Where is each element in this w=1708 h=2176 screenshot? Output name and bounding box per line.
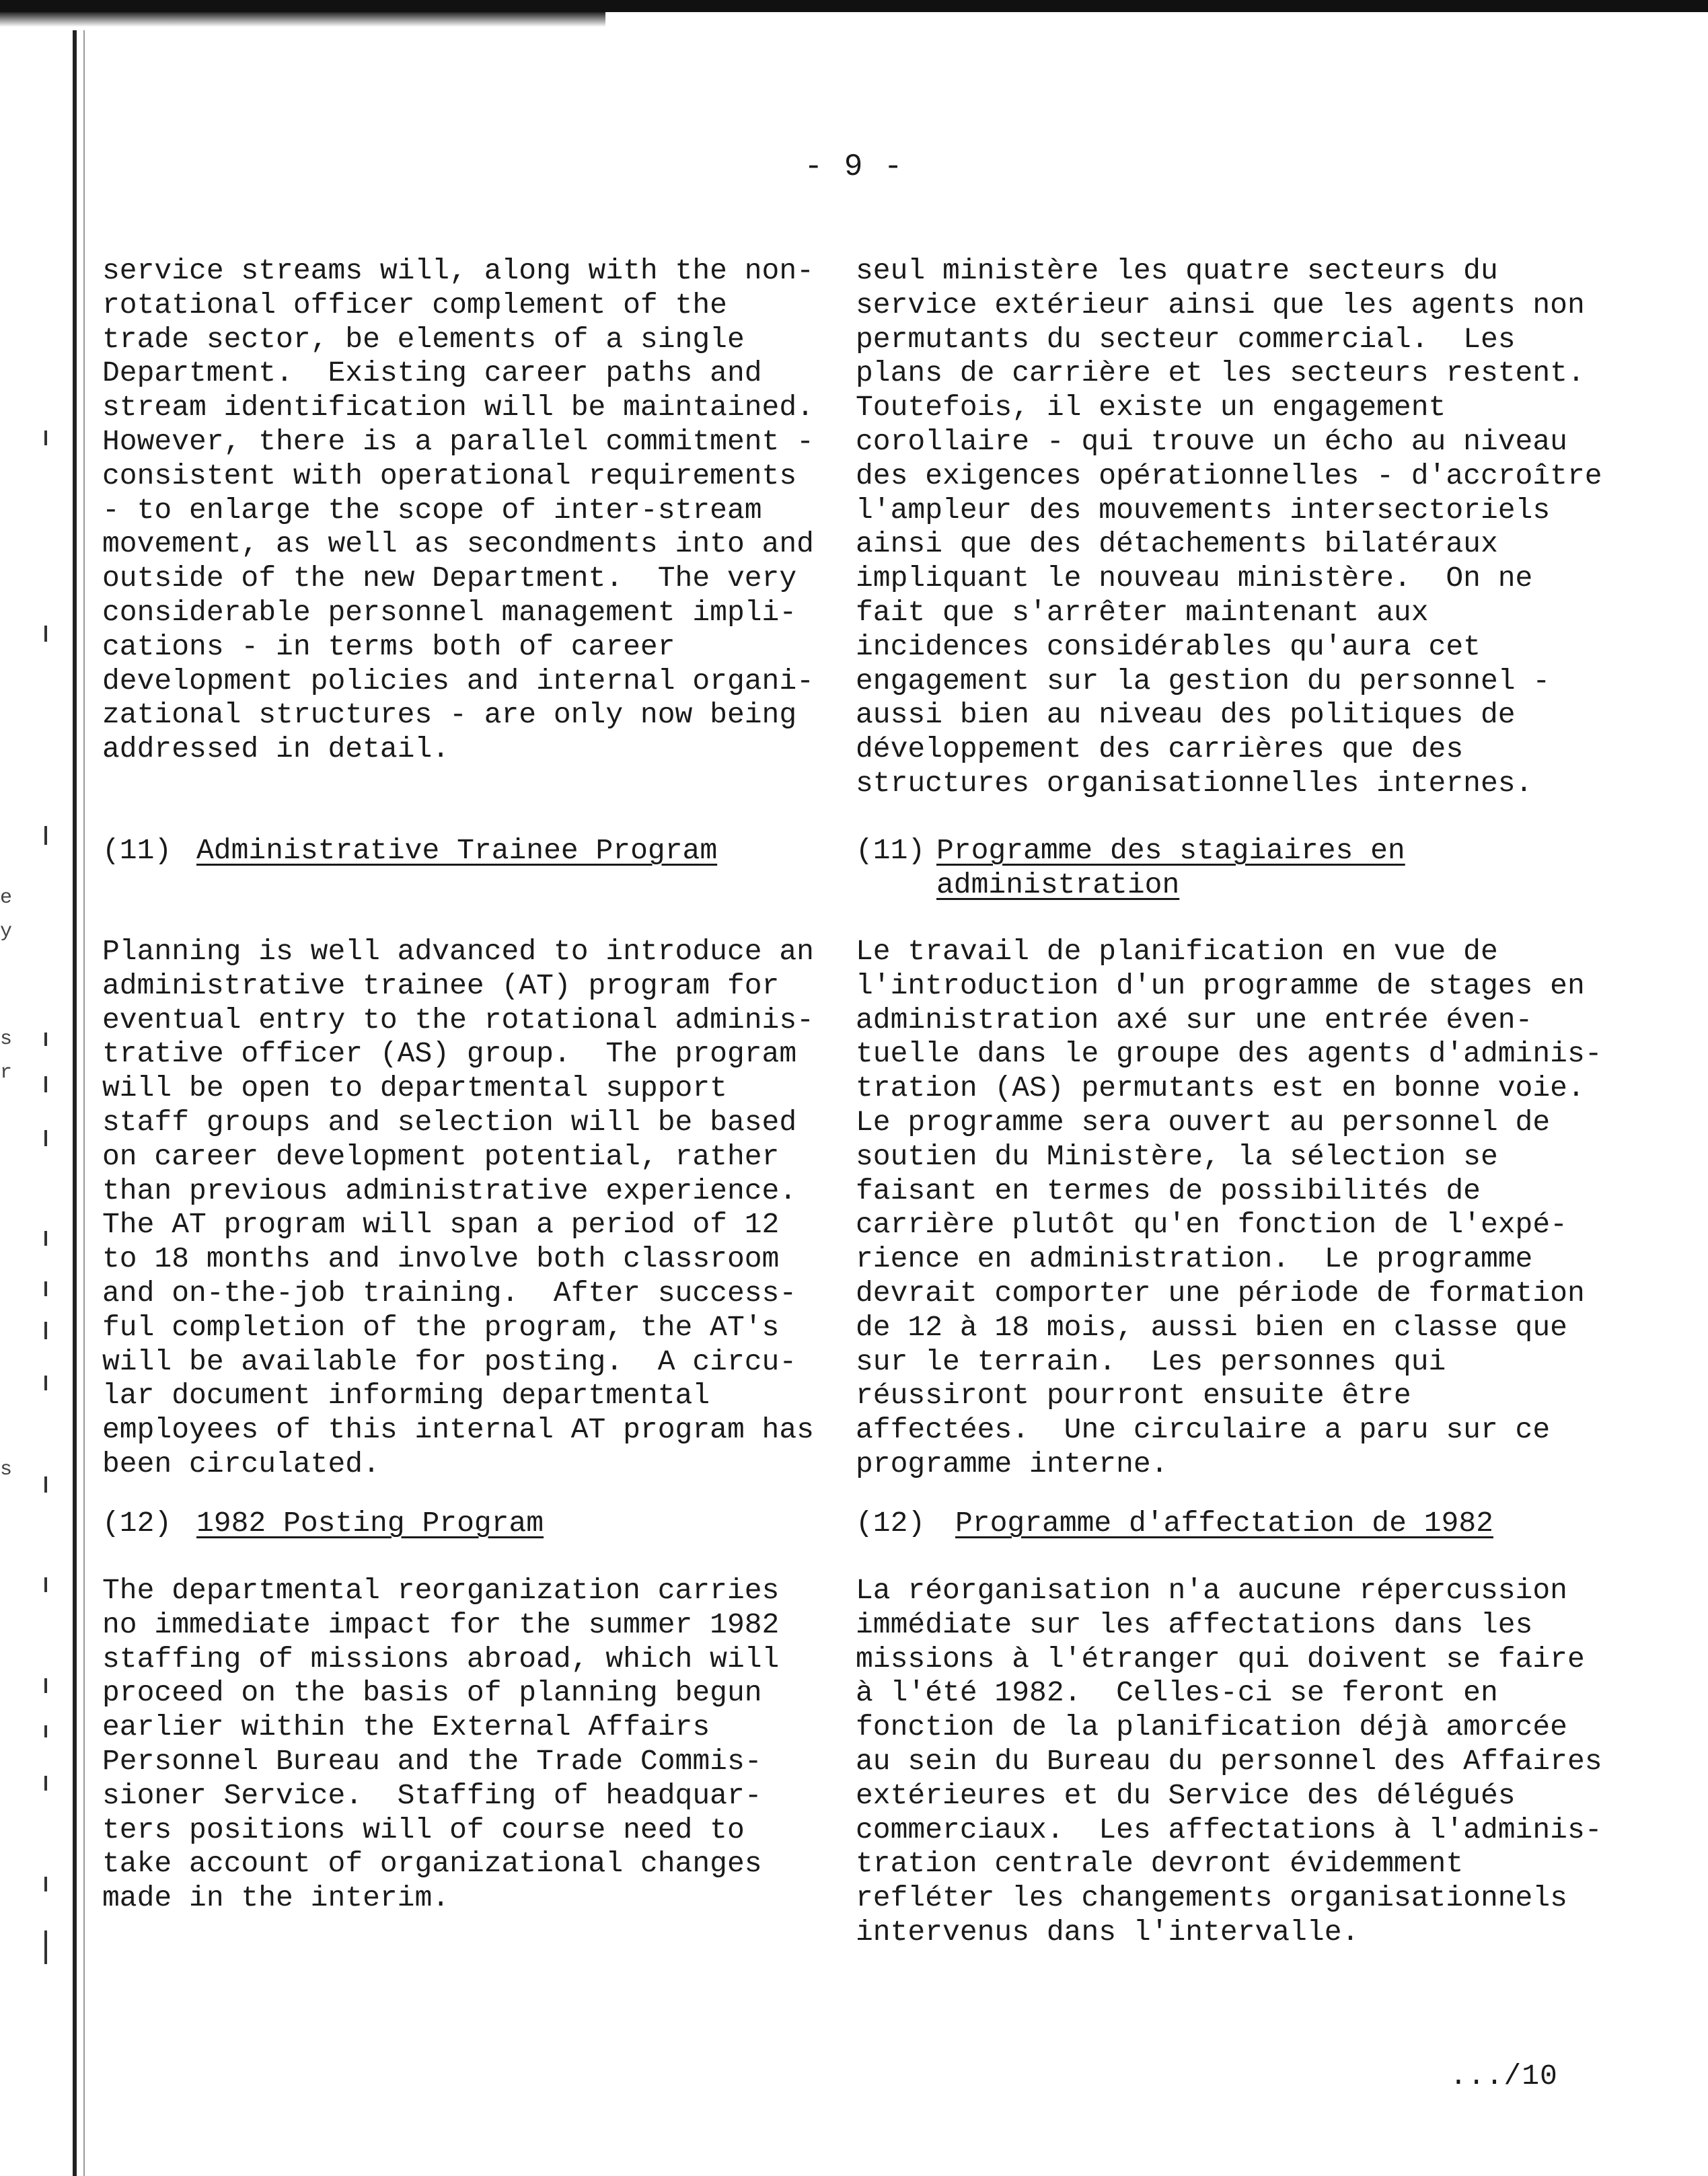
french-intro-block — [856, 254, 1609, 801]
french-section-11-heading — [856, 834, 1609, 903]
section-number: (11) — [102, 834, 172, 867]
margin-fragment: r — [0, 1061, 13, 1084]
margin-tick — [44, 1725, 47, 1737]
margin-tick — [44, 430, 47, 445]
margin-tick — [44, 1476, 47, 1493]
section-number: (12) — [102, 1507, 172, 1540]
scan-top-border — [0, 0, 1708, 12]
margin-fragment: s — [0, 1028, 13, 1051]
binding-edge-line — [73, 30, 77, 2176]
english-section-12-body — [102, 1574, 856, 1916]
french-section-11-body — [856, 935, 1609, 1482]
english-section-12-paragraph: The departmental reorganization carries no immediate impact for the summer 1982 staffing of missions abroad, which will proceed on the basis of planning begun earlier within the External Affairs Personnel Bureau and the Trade Commis- sioner Service. Staffing of headquar- ters positions will of course need to take account of organizational changes made in the interim. — [102, 1574, 780, 1915]
margin-tick — [44, 1322, 47, 1339]
margin-fragment: s — [0, 1458, 13, 1481]
margin-tick — [44, 826, 47, 845]
section-title: Administrative Trainee Program — [196, 834, 718, 867]
english-section-11-body — [102, 935, 856, 1482]
section-number: (11) — [856, 834, 926, 867]
section-title-line-1: Programme des stagiaires en — [936, 834, 1405, 867]
section-title: 1982 Posting Program — [196, 1507, 544, 1540]
continuation-marker: .../10 — [1450, 2060, 1558, 2093]
margin-tick — [44, 1376, 47, 1390]
english-intro-paragraph: service streams will, along with the non- rotational officer complement of the trade sector, be elements of a single Department. Existing career paths and stream identification will be maintained. However, there is a parallel commitment - consistent with operational requirements - to enlarge the scope of inter-stream movement, as well as secondments into and outside of the new Department. The very considerable personnel management impli- cations - in terms both of career development policies and internal organi- zational structures - are only now being addressed in detail. — [102, 254, 814, 766]
page-number: - 9 - — [804, 149, 904, 184]
french-section-12-heading — [856, 1507, 1609, 1541]
section-title-line-2: administration — [936, 868, 1180, 901]
margin-tick — [44, 1231, 47, 1246]
scan-top-shadow — [0, 12, 605, 27]
margin-tick — [44, 1776, 47, 1791]
english-section-11-paragraph: Planning is well advanced to introduce an administrative trainee (AT) program for eventual entry to the rotational adminis- trative officer (AS) group. The program will be open to departmental support staff groups and selection will be based on career development potential, rather than previous administrative experience. The AT program will span a period of 12 to 18 months and involve both classroom and on-the-job training. After success- ful completion of the program, the AT's will be available for posting. A circu- lar document informing departmental employees of this internal AT program has been circulated. — [102, 935, 814, 1480]
margin-tick — [44, 1033, 47, 1046]
margin-tick — [44, 1076, 47, 1092]
margin-tick — [44, 1877, 47, 1891]
margin-tick — [44, 1678, 47, 1693]
margin-fragment: y — [0, 920, 13, 943]
margin-tick — [44, 626, 47, 642]
french-section-11-paragraph: Le travail de planification en vue de l'introduction d'un programme de stages en administration axé sur une entrée éven- tuelle dans le groupe des agents d'adminis- tration (AS) permutants est en bonne voie. Le programme sera ouvert au personnel de soutien du Ministère, la sélection se faisant en termes de possibilités de carrière plutôt qu'en fonction de l'expé- rience en administration. Le programme devrait comporter une période de formation de 12 à 18 mois, aussi bien en classe que sur le terrain. Les personnes qui réussiront pourront ensuite être affectées. Une circulaire a paru sur ce programme interne. — [856, 935, 1602, 1480]
french-section-12-paragraph: La réorganisation n'a aucune répercussion immédiate sur les affectations dans les missions à l'étranger qui doivent se faire à l'été 1982. Celles-ci se feront en fonction de la planification déjà amorcée au sein du Bureau du personnel des Affaires extérieures et du Service des délégués commerciaux. Les affectations à l'adminis- tration centrale devront évidemment refléter les changements organisationnels intervenus dans l'intervalle. — [856, 1574, 1602, 1949]
section-title: Programme d'affectation de 1982 — [955, 1507, 1493, 1540]
margin-tick — [44, 1130, 47, 1146]
section-number: (12) — [856, 1507, 926, 1540]
binding-edge-line-thin — [83, 30, 85, 2176]
margin-tick — [44, 1577, 47, 1592]
french-section-12-body — [856, 1574, 1609, 1950]
english-section-12-heading — [102, 1507, 856, 1541]
margin-tick — [44, 1281, 47, 1296]
margin-tick — [44, 1930, 47, 1964]
margin-fragment: e — [0, 887, 13, 909]
english-intro-block — [102, 254, 856, 767]
french-intro-paragraph: seul ministère les quatre secteurs du service extérieur ainsi que les agents non permutants du secteur commercial. Les plans de carrière et les secteurs restent. Toutefois, il existe un engagement corollaire - qui trouve un écho au niveau des exigences opérationnelles - d'accroître l'ampleur des mouvements intersectoriels ainsi que des détachements bilatéraux impliquant le nouveau ministère. On ne fait que s'arrêter maintenant aux incidences considérables qu'aura cet engagement sur la gestion du personnel - aussi bien au niveau des politiques de développement des carrières que des structures organisationnelles internes. — [856, 254, 1602, 800]
english-section-11-heading — [102, 834, 856, 868]
